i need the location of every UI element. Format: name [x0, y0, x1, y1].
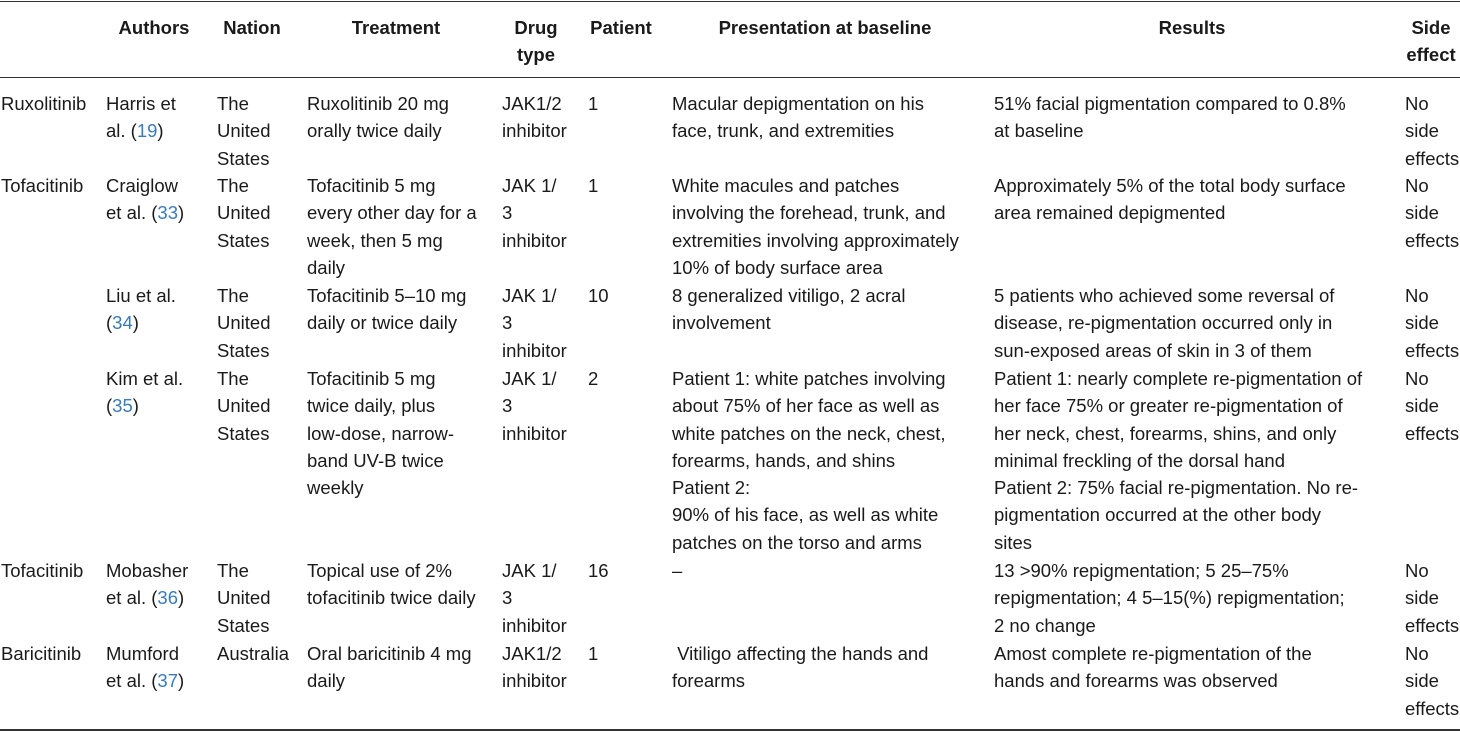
header-treatment: Treatment — [351, 17, 441, 38]
header-drug-type: Drug type — [514, 17, 558, 65]
nation-cell: The United States — [217, 285, 271, 361]
drug-cell: Tofacitinib — [1, 175, 84, 196]
drug-cell: Ruxolitinib — [1, 93, 87, 114]
reference-link[interactable]: 19 — [136, 120, 158, 142]
drug-type-cell: JAK 1/ 3 inhibitor — [502, 285, 567, 361]
results-cell: Amost complete re-pigmentation of the hands and forearms was observed — [994, 643, 1312, 692]
top-rule — [0, 1, 1460, 2]
drug-type-cell: JAK1/2 inhibitor — [502, 643, 567, 692]
treatment-cell: Tofacitinib 5 mg every other day for a week, then 5 mg daily — [307, 175, 477, 278]
header-results: Results — [1158, 17, 1226, 38]
reference-link[interactable]: 36 — [157, 587, 178, 609]
authors-cell: Mumford et al. (37) — [106, 643, 185, 692]
presentation-cell: Vitiligo affecting the hands and forearms — [672, 643, 929, 692]
patient-cell: 2 — [588, 368, 599, 389]
treatment-cell: Topical use of 2% tofacitinib twice daily — [307, 560, 476, 609]
side-effect-cell: No side effects — [1405, 560, 1460, 636]
patient-cell: 1 — [588, 93, 599, 114]
drug-type-cell: JAK 1/ 3 inhibitor — [502, 175, 567, 251]
treatment-cell: Tofacitinib 5–10 mg daily or twice daily — [307, 285, 467, 334]
results-cell: 13 >90% repigmentation; 5 25–75% repigmentation; 4 5–15(%) repigmentation; 2 no change — [994, 560, 1345, 636]
patient-cell: 10 — [588, 285, 609, 306]
side-effect-cell: No side effects — [1405, 285, 1460, 361]
side-effect-cell: No side effects — [1405, 93, 1460, 169]
side-effect-cell: No side effects — [1405, 368, 1460, 444]
patient-cell: 1 — [588, 643, 599, 664]
authors-cell: Craiglow et al. (33) — [106, 175, 185, 224]
presentation-cell: 8 generalized vitiligo, 2 acral involvement — [672, 285, 906, 334]
presentation-cell: Macular depigmentation on his face, trunk, and extremities — [672, 93, 924, 142]
reference-link[interactable]: 33 — [157, 202, 178, 224]
reference-link[interactable]: 34 — [112, 312, 133, 334]
results-cell: Approximately 5% of the total body surface area remained depigmented — [994, 175, 1346, 224]
nation-cell: Australia — [217, 643, 289, 664]
presentation-cell: White macules and patches involving the forehead, trunk, and extremities involving approximately 10% of body surface area — [672, 175, 959, 278]
header-presentation: Presentation at baseline — [718, 17, 932, 38]
header-rule — [0, 77, 1460, 78]
nation-cell: The United States — [217, 560, 271, 636]
patient-cell: 16 — [588, 560, 609, 581]
treatment-cell: Tofacitinib 5 mg twice daily, plus low-dose, narrow- band UV-B twice weekly — [307, 368, 455, 499]
side-effect-cell: No side effects — [1405, 175, 1460, 251]
nation-cell: The United States — [217, 93, 271, 169]
presentation-cell: Patient 1: white patches involving about 75% of her face as well as white patches on the neck, chest, forearms, hands, and shins Patient 2: 90% of his face, as well as white patches on the torso and arms — [672, 368, 946, 553]
authors-cell: Mobasher et al. (36) — [106, 560, 189, 609]
authors-cell: Liu et al. (34) — [106, 285, 176, 334]
treatment-cell: Oral baricitinib 4 mg daily — [307, 643, 472, 692]
nation-cell: The United States — [217, 175, 271, 251]
drug-type-cell: JAK 1/ 3 inhibitor — [502, 368, 567, 444]
patient-cell: 1 — [588, 175, 599, 196]
drug-type-cell: JAK1/2 inhibitor — [502, 93, 567, 142]
results-cell: 51% facial pigmentation compared to 0.8% at baseline — [994, 93, 1346, 142]
drug-type-cell: JAK 1/ 3 inhibitor — [502, 560, 567, 636]
bottom-rule — [0, 729, 1460, 731]
drug-cell: Tofacitinib — [1, 560, 84, 581]
nation-cell: The United States — [217, 368, 271, 444]
side-effect-cell: No side effects — [1405, 643, 1460, 719]
authors-cell: Harris et al. (19) — [106, 93, 176, 142]
reference-link[interactable]: 35 — [112, 395, 133, 417]
header-nation: Nation — [223, 17, 281, 38]
drug-cell: Baricitinib — [1, 643, 82, 664]
header-side-effect: Side effect — [1406, 17, 1456, 65]
header-patient: Patient — [590, 17, 652, 38]
treatment-cell: Ruxolitinib 20 mg orally twice daily — [307, 93, 449, 142]
reference-link[interactable]: 37 — [157, 670, 178, 692]
presentation-cell: – — [672, 560, 683, 581]
header-authors: Authors — [118, 17, 190, 38]
results-cell: 5 patients who achieved some reversal of disease, re-pigmentation occurred only in sun-exposed areas of skin in 3 of them — [994, 285, 1335, 361]
results-cell: Patient 1: nearly complete re-pigmentation of her face 75% or greater re-pigmentation of her neck, chest, forearms, shins, and only minimal freckling of the dorsal hand Patient 2: 75% facial re-pigmentation. No re- pigmentation occurred at the other body sites — [994, 368, 1363, 553]
authors-cell: Kim et al. (35) — [106, 368, 184, 417]
